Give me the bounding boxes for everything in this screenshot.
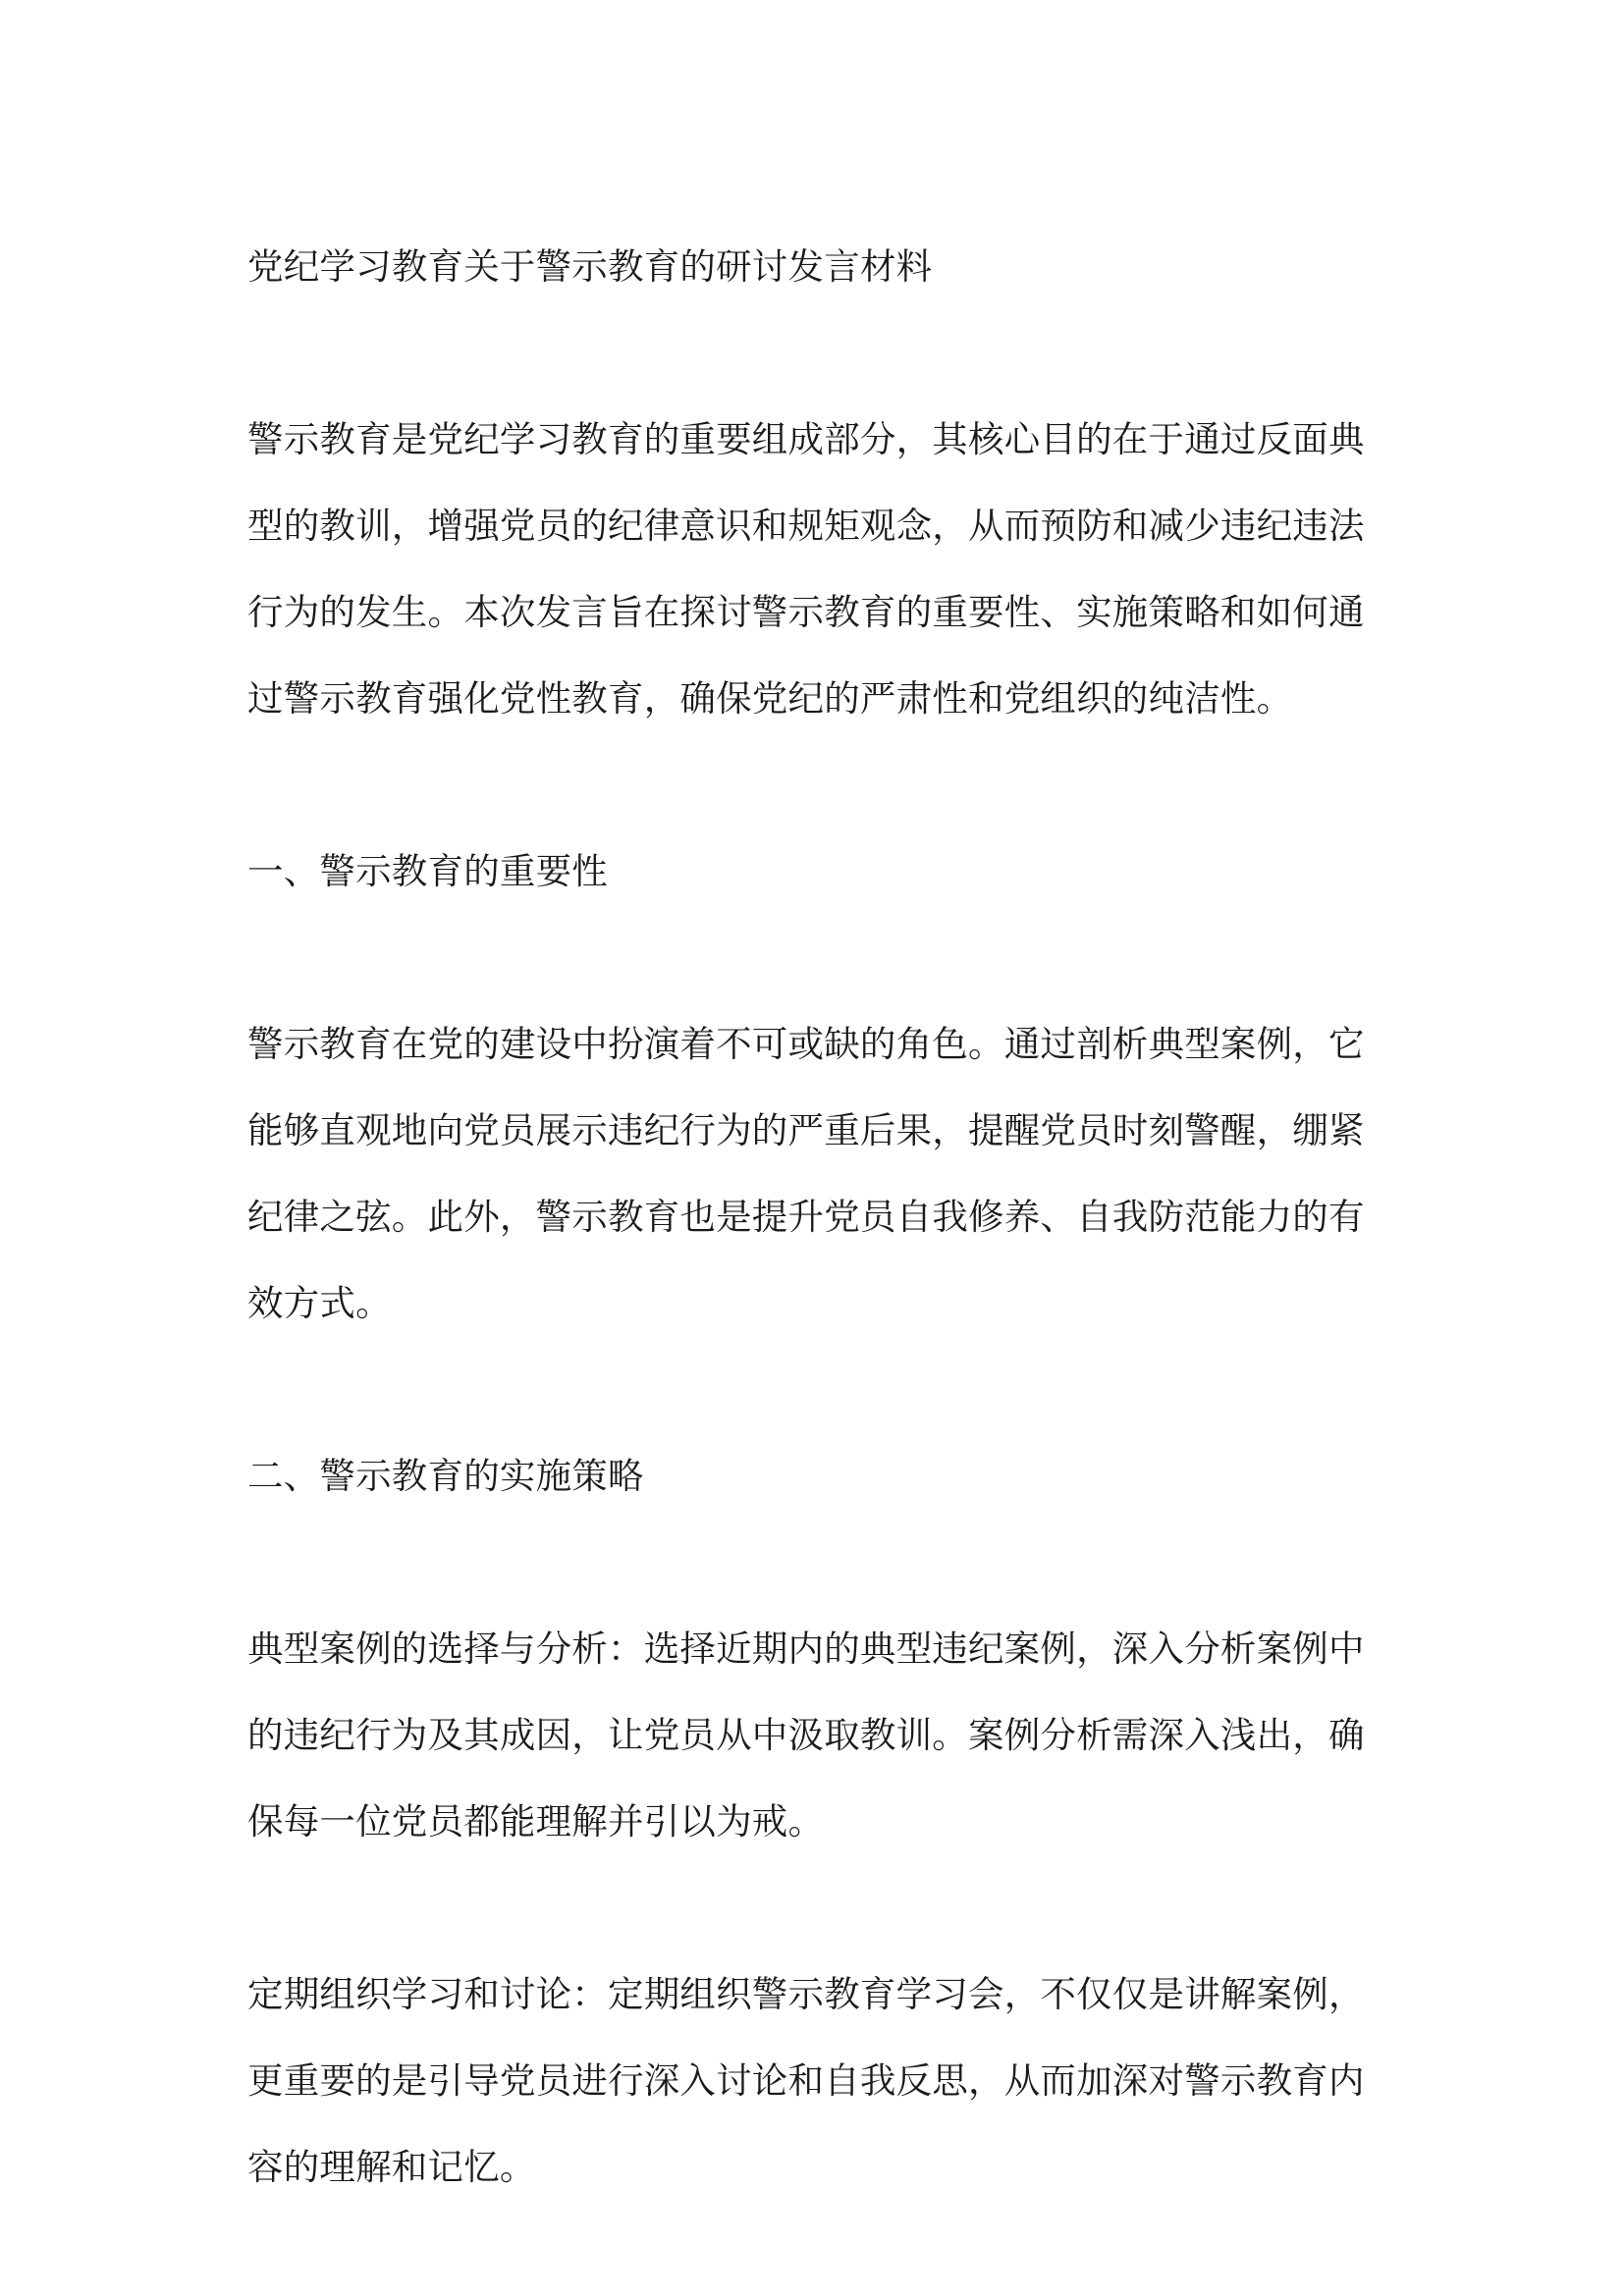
section-2-paragraph-regular-study: 定期组织学习和讨论：定期组织警示教育学习会，不仅仅是讲解案例，更重要的是引导党员进行深入讨论和自我反思，从而加深对警示教育内容的理解和记忆。 [247, 1973, 1365, 2188]
section-2-paragraph-case-analysis: 典型案例的选择与分析：选择近期内的典型违纪案例，深入分析案例中的违纪行为及其成因，让党员从中汲取教训。案例分析需深入浅出，确保每一位党员都能理解并引以为戒。 [247, 1628, 1365, 1842]
section-1-paragraph: 警示教育在党的建设中扮演着不可或缺的角色。通过剖析典型案例，它能够直观地向党员展示违纪行为的严重后果，提醒党员时刻警醒，绷紧纪律之弦。此外，警示教育也是提升党员自我修养、自我防范能力的有效方式。 [247, 1023, 1365, 1324]
document-body [247, 224, 1396, 2211]
section-2-heading: 二、警示教育的实施策略 [247, 1455, 644, 1497]
section-1-heading: 一、警示教育的重要性 [247, 850, 608, 892]
document-title: 党纪学习教育关于警示教育的研讨发言材料 [247, 245, 933, 288]
intro-paragraph: 警示教育是党纪学习教育的重要组成部分，其核心目的在于通过反面典型的教训，增强党员的纪律意识和规矩观念，从而预防和减少违纪违法行为的发生。本次发言旨在探讨警示教育的重要性、实施策略和如何通过警示教育强化党性教育，确保党纪的严肃性和党组织的纯洁性。 [247, 418, 1365, 720]
